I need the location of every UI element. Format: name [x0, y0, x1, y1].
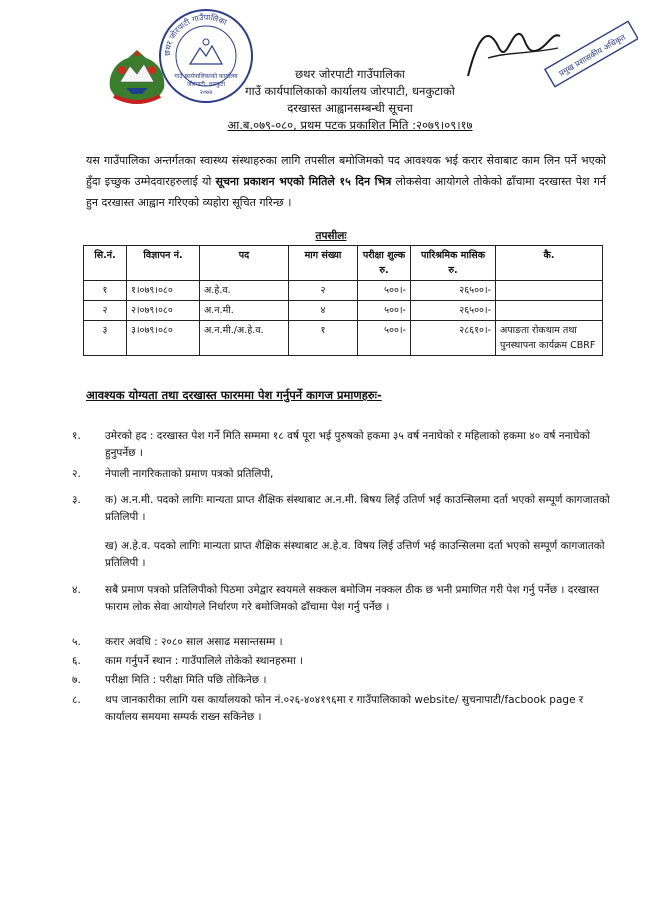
- seal-office-text: गाउँ कार्यपालिकाको कार्यालय: [174, 73, 238, 80]
- seal-place-text: जोरपाटी, धनकुटा: [186, 81, 226, 88]
- col-header-advert: विज्ञापन नं.: [127, 246, 200, 281]
- requirement-number: १.: [72, 430, 81, 442]
- col-header-seats: माग संख्या: [289, 246, 358, 281]
- requirement-text: ख) अ.हे.व. पदको लागिः मान्यता प्राप्त शैक्षिक संस्थाबाट अ.हे.व. विषय लिई उत्तिर्ण भई काउन्सिलमा दर्ता भएको सम्पूर्ण कागजातको प्रतिलिपी ।: [105, 540, 605, 569]
- table-row: [84, 301, 603, 321]
- requirements-title: आवश्यक योग्यता तथा दरखास्त फारममा पेश गर्नुपर्ने कागज प्रमाणहरुः-: [86, 388, 382, 402]
- cell-post: अ.न.मी.: [200, 301, 289, 321]
- requirement-number: ५.: [72, 636, 81, 648]
- col-header-remarks: कै.: [496, 246, 603, 281]
- signature-stamp-text: प्रमुख प्रशासकीय अधिकृत: [557, 32, 627, 78]
- requirement-text: काम गर्नुपर्ने स्थान : गाउँपालिले तोकेको स्थानहरुमा ।: [105, 655, 304, 667]
- requirement-text: थप जानकारीका लागि यस कार्यालयको फोन नं.०२६-४०४१९६मा र गाउँपालिकाको website/ सुचनापाटी/facbook page र कार्यालय समयमा सम्पर्क राख्न सकिनेछ ।: [105, 694, 584, 723]
- cell-salary: २८६१०।-: [411, 321, 496, 356]
- requirement-text: परीक्षा मिति : परीक्षा मिति पछि तोकिनेछ ।: [105, 674, 267, 686]
- cell-post: अ.न.मी./अ.हे.व.: [200, 321, 289, 356]
- cell-salary: २६५००।-: [411, 301, 496, 321]
- cell-advert: २।०७९।०८०: [127, 301, 200, 321]
- requirement-number: ८.: [72, 694, 81, 706]
- requirement-number: ३.: [72, 494, 81, 506]
- svg-text:छथर जोरपाटी गाउँपालिका: [163, 12, 229, 56]
- table-caption: तपसीलः: [315, 230, 347, 242]
- requirement-text: उमेरको हद : दरखास्त पेश गर्ने मिति सम्ममा १८ वर्ष पूरा भई पुरुषको हकमा ३५ वर्ष ननाघेको र महिलाको हकमा ४० वर्ष ननाघेको हुनुपर्नेछ ।: [105, 430, 591, 459]
- intro-text-part2: लोकसेवा आयोगले तोकेको ढाँचामा दरखास्त पेश गर्न हुन दरखास्त आह्वान गरिएको व्यहोरा सूचित गरिन्छ ।: [86, 175, 607, 209]
- cell-remarks: [496, 301, 603, 321]
- cell-seats: ४: [289, 301, 358, 321]
- cell-remarks: अपाङता रोकथाम तथा पुनस्थापना कार्यक्रम CBRF: [496, 321, 603, 356]
- office-name: गाउँ कार्यपालिकाको कार्यालय जोरपाटी, धनकुटाको: [245, 84, 455, 98]
- cell-sn: १: [84, 281, 127, 301]
- cell-salary: २६५००।-: [411, 281, 496, 301]
- requirement-number: ६.: [72, 655, 81, 667]
- requirement-number: ७.: [72, 674, 81, 686]
- intro-text-part1: यस गाउँपालिका अन्तर्गतका स्वास्थ्य संस्थाहरुका लागि तपसील बमोजिमको पद आवश्यक भई करार सेवाबाट काम लिन पर्ने भएको हुँदा इच्छुक उम्मेदवारहरुलाई यो: [86, 154, 606, 188]
- table-row: [84, 281, 603, 301]
- table-header-row: [84, 246, 603, 281]
- cell-seats: २: [289, 281, 358, 301]
- notice-reference: आ.ब.०७९-०८०, प्रथम पटक प्रकाशित मिति :२०७९।०९।१७: [227, 118, 473, 132]
- document-header: [150, 66, 550, 134]
- cell-remarks: [496, 281, 603, 301]
- seal-year-text: २०७४: [199, 89, 213, 96]
- table-row: [84, 321, 603, 356]
- cell-advert: ३।०७९।०८०: [127, 321, 200, 356]
- requirement-number: ४.: [72, 584, 81, 596]
- cell-fee: ५००।-: [358, 321, 411, 356]
- municipality-name: छथर जोरपाटी गाउँपालिका: [295, 67, 405, 81]
- cell-post: अ.हे.व.: [200, 281, 289, 301]
- cell-seats: १: [289, 321, 358, 356]
- col-header-salary: पारिश्रमिक मासिक रु.: [411, 246, 496, 281]
- col-header-post: पद: [200, 246, 289, 281]
- col-header-sn: सि.नं.: [84, 246, 127, 281]
- requirement-text: सबै प्रमाण पत्रको प्रतिलिपीको पिठमा उमेद्वार स्वयमले सक्कल बमोजिम नक्कल ठीक छ भनी प्रमाणित गरी पेश गर्नु पर्नेछ । दरखास्त फाराम लोक सेवा आयोगले निर्धारण गरे बमोजिमको ढाँचामा पेश गर्नु पर्नेछ ।: [105, 584, 599, 613]
- cell-fee: ५००।-: [358, 281, 411, 301]
- requirement-number: २.: [72, 468, 81, 480]
- intro-paragraph: [86, 150, 606, 213]
- cell-sn: २: [84, 301, 127, 321]
- vacancy-table: [83, 245, 603, 356]
- requirement-text: क) अ.न.मी. पदको लागिः मान्यता प्राप्त शैक्षिक संस्थाबाट अ.न.मी. बिषय लिई उतिर्ण भई काउन्सिलमा दर्ता भएको सम्पूर्ण कागजातको प्रतिलिपी ।: [105, 494, 610, 523]
- cell-fee: ५००।-: [358, 301, 411, 321]
- requirement-text: नेपाली नागरिकताको प्रमाण पत्रको प्रतिलिपी,: [105, 468, 274, 480]
- cell-sn: ३: [84, 321, 127, 356]
- intro-deadline-text: सूचना प्रकाशन भएको मितिले १५ दिन भित्र: [215, 175, 392, 188]
- seal-arc-text: छथर जोरपाटी गाउँपालिका: [162, 12, 229, 57]
- notice-subject: दरखास्त आह्वानसम्बन्धी सूचना: [287, 101, 413, 115]
- requirement-text: करार अवधि : २०८० साल असाढ मसान्तसम्म ।: [105, 636, 283, 648]
- cell-advert: १।०७९।०८०: [127, 281, 200, 301]
- col-header-fee: परीक्षा शुल्क रु.: [358, 246, 411, 281]
